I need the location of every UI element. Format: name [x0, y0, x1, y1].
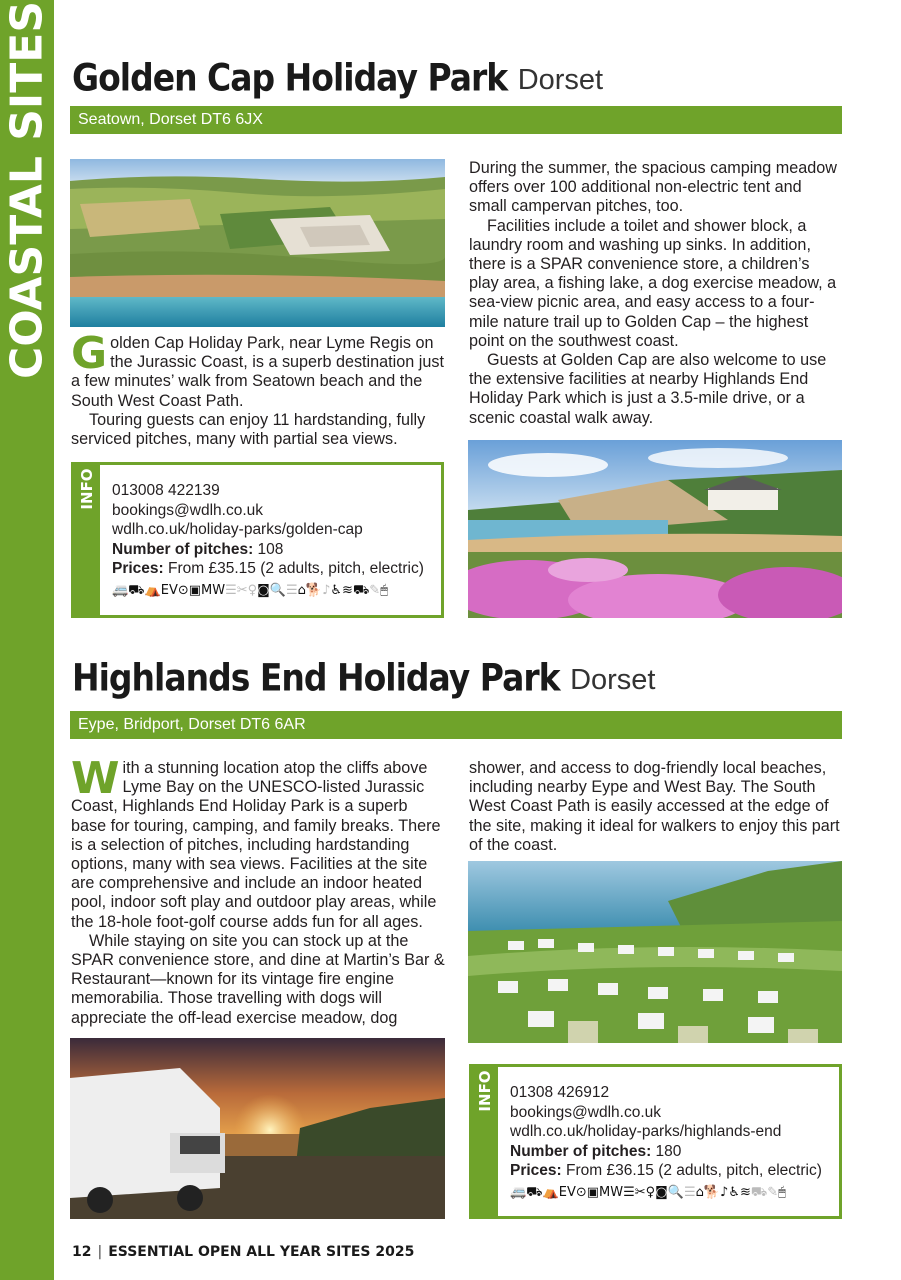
paragraph: During the summer, the spacious camping meadow offers over 100 additional non-electric tent and small campervan pitches, too.: [469, 159, 837, 216]
info-tab-label: INFO: [476, 1070, 494, 1112]
highlands-end-col2: [469, 759, 843, 855]
phone-number: 01308 426912: [510, 1084, 610, 1101]
facility-icons-faded: ⛟✎: [750, 1184, 779, 1200]
section-label: COASTAL SITES: [1, 0, 53, 380]
email-address: bookings@wdlh.co.uk: [510, 1103, 662, 1121]
facility-icons-faded: ☰✂♀: [225, 582, 258, 598]
facility-icons-active: ⌂🐕♪♿≋: [695, 1184, 751, 1200]
photo-coastal-aerial: [70, 159, 445, 327]
prices-label: Prices:: [112, 560, 164, 577]
highlands-end-col1: [71, 753, 445, 1028]
email-address: bookings@wdlh.co.uk: [112, 501, 264, 519]
info-box-highlands-end: [469, 1064, 842, 1219]
park-name: Golden Cap Holiday Park: [72, 55, 508, 100]
page-footer: [72, 1244, 414, 1260]
footer-separator: |: [97, 1244, 103, 1260]
dropcap: W: [71, 753, 120, 804]
prices-line: [112, 559, 424, 579]
intro-paragraph: ith a stunning location atop the cliffs above Lyme Bay on the UNESCO-listed Jurassic Coast, Highlands End Holiday Park is a superb base for touring, camping, and family breaks. There is a selection of pitches, including hardstanding options, many with sea views. Facilities at the site are comprehensive and include an indoor heated pool, indoor soft play and outdoor play areas, while the 18-hole foot-golf course adds fun for all ages.: [71, 759, 441, 931]
facility-icons-faded: 🔍☰: [269, 582, 298, 598]
info-tab: [74, 465, 100, 615]
paragraph: shower, and access to dog-friendly local beaches, including nearby Eype and West Bay. The South West Coast Path is easily accessed at the edge of the site, making it ideal for walkers to enjoy this part of the coast.: [469, 759, 840, 854]
info-tab-label: INFO: [78, 468, 96, 510]
prices-label: Prices:: [510, 1162, 562, 1179]
intro-paragraph: olden Cap Holiday Park, near Lyme Regis on the Jurassic Coast, is a superb destination just a few minutes’ walk from Seatown beach and the South West Coast Path.: [71, 334, 444, 410]
facility-icons-faded: ☰: [683, 1184, 696, 1200]
pitches-value: 108: [257, 540, 284, 558]
prices-line: [510, 1161, 822, 1181]
facility-icons-active: 🖱: [380, 582, 389, 598]
golden-cap-col1: [71, 328, 445, 449]
facility-icons-faded: ✎: [369, 582, 381, 598]
facility-icons: [510, 1185, 822, 1201]
facility-icons-faded: ♪: [322, 582, 331, 598]
facility-icons-active: 🚐⛟⛺EV⊙▣MW: [112, 582, 226, 598]
facility-icons-active: 🖱: [778, 1184, 786, 1200]
facility-icons-active: 🚐⛟⛺EV⊙▣MW☰✂♀◙🔍: [510, 1184, 684, 1200]
paragraph: Facilities include a toilet and shower block, a laundry room and washing up sinks. In addition, there is a SPAR convenience store, a children’s play area, a fishing lake, a dog exercise meadow, a sea-view picnic area, and easy access to a four-mile nature trail up to Golden Cap – the highest point on the southwest coast.: [469, 216, 837, 350]
golden-cap-col2: [469, 159, 843, 428]
info-box-golden-cap: [71, 462, 444, 618]
pitches-label: Number of pitches:: [510, 1142, 652, 1160]
park-address-bar: Eype, Bridport, Dorset DT6 6AR: [70, 711, 842, 739]
info-tab: [472, 1067, 498, 1216]
page-number: 12: [72, 1244, 92, 1260]
website-url: wdlh.co.uk/holiday-parks/golden-cap: [112, 521, 363, 538]
paragraph: Touring guests can enjoy 11 hardstanding, fully serviced pitches, many with partial sea views.: [71, 410, 426, 449]
facility-icons-active: ♿≋⛟: [330, 582, 370, 598]
park-title-golden-cap: [72, 55, 604, 100]
paragraph: Guests at Golden Cap are also welcome to use the extensive facilities at nearby Highlands End Holiday Park which is just a 3.5-mile drive, or a scenic coastal walk away.: [469, 351, 827, 427]
pitches-label: Number of pitches:: [112, 540, 254, 558]
park-title-highlands-end: [72, 655, 656, 700]
paragraph: While staying on site you can stock up at the SPAR convenience store, and dine at Martin’s Bar & Restaurant—known for its vintage fire engine memorabilia. Those travelling with dogs will appreciate the off-lead exercise meadow, dog: [71, 931, 445, 1027]
photo-motorhome-sunset: [70, 1038, 445, 1219]
park-county: Dorset: [570, 664, 656, 696]
park-county: Dorset: [517, 64, 604, 96]
photo-seatown-flowers: [468, 440, 842, 618]
facility-icons: [112, 583, 424, 599]
photo-touring-field: [468, 861, 842, 1043]
facility-icons-active: ⌂🐕: [297, 582, 323, 598]
side-band: [0, 0, 54, 1280]
park-name: Highlands End Holiday Park: [72, 655, 560, 700]
pitches-value: 180: [655, 1142, 682, 1160]
publication-title: ESSENTIAL OPEN ALL YEAR SITES 2025: [108, 1244, 415, 1260]
dropcap: G: [71, 328, 108, 379]
phone-number: 013008 422139: [112, 482, 220, 499]
prices-value: From £35.15 (2 adults, pitch, electric): [168, 560, 424, 577]
website-url: wdlh.co.uk/holiday-parks/highlands-end: [510, 1123, 782, 1140]
pitches-line: [510, 1142, 822, 1162]
facility-icons-active: ◙: [257, 582, 270, 598]
pitches-line: [112, 540, 424, 560]
prices-value: From £36.15 (2 adults, pitch, electric): [566, 1162, 822, 1179]
park-address-bar: Seatown, Dorset DT6 6JX: [70, 106, 842, 134]
